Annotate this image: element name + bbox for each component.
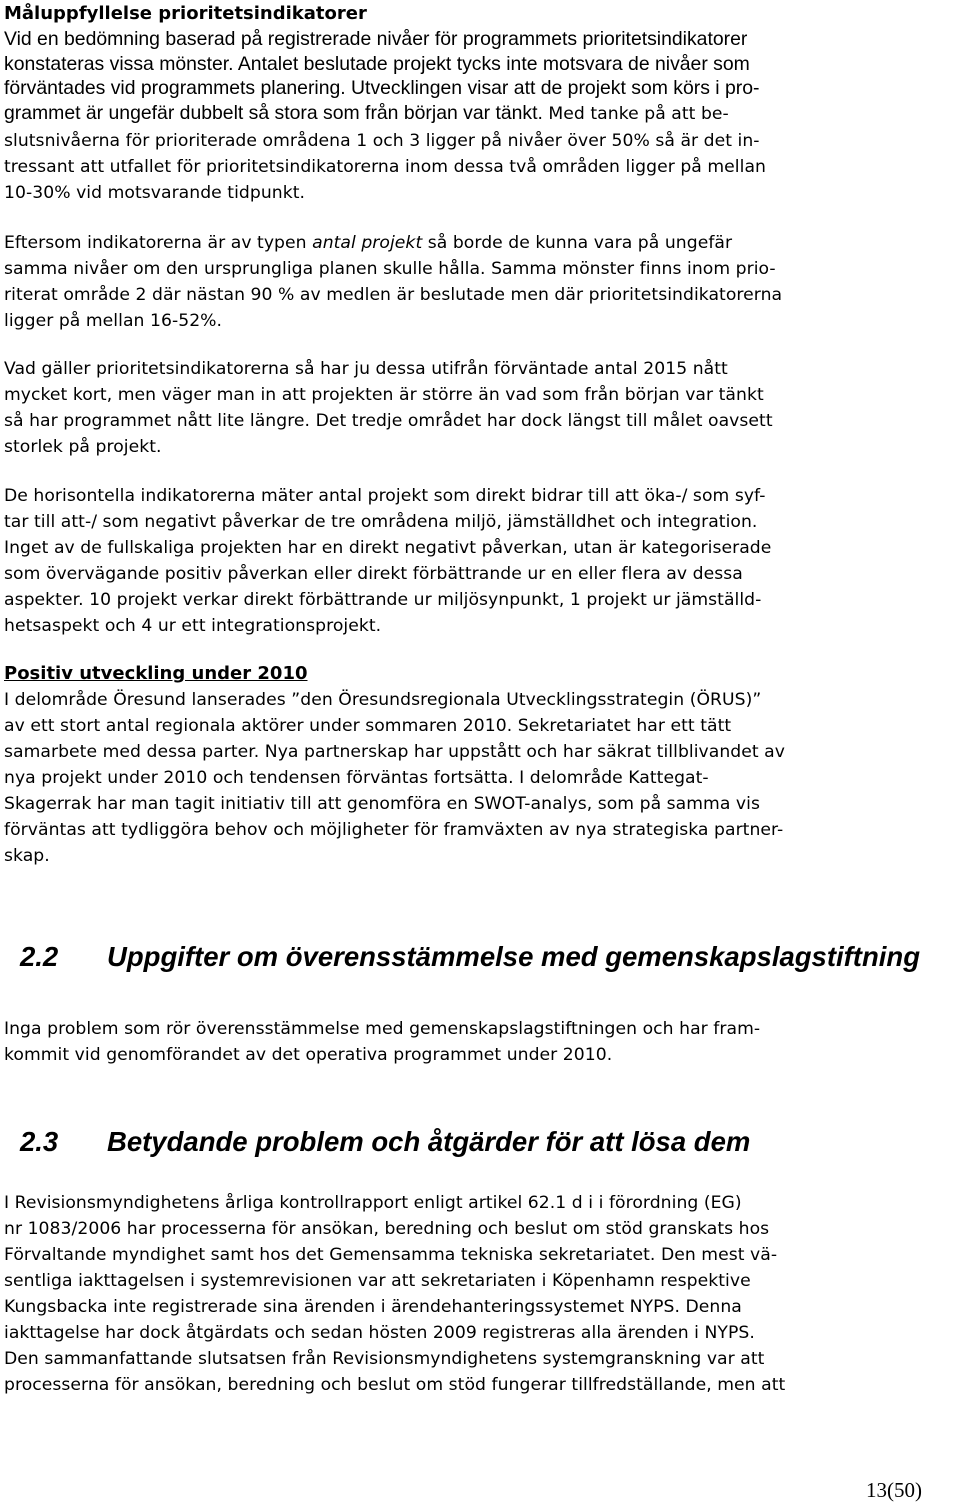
- section-number: 2.3: [20, 1126, 59, 1157]
- text-line: aspekter. 10 projekt verkar direkt förbättrande ur miljösynpunkt, 1 projekt ur jämställd-: [4, 590, 762, 610]
- text-line: tar till att-/ som negativt påverkar de tre områdena miljö, jämställdhet och integration.: [4, 512, 758, 532]
- heading-positiv-utveckling: Positiv utveckling under 2010: [4, 663, 308, 684]
- text-line: Den sammanfattande slutsatsen från Revisionsmyndighetens systemgranskning var att: [4, 1349, 765, 1369]
- text-line: I delområde Öresund lanserades ”den Öresundsregionala Utvecklingsstrategin (ÖRUS)”: [4, 690, 762, 710]
- text-line: som övervägande positiv påverkan eller direkt förbättrande ur en eller flera av dessa: [4, 564, 743, 584]
- text-line: nya projekt under 2010 och tendensen förväntas fortsätta. I delområde Kattegat-: [4, 768, 709, 788]
- text-line: samma nivåer om den ursprungliga planen skulle hålla. Samma mönster finns inom prio-: [4, 259, 776, 279]
- text-span: Med tanke på att be-: [542, 103, 729, 124]
- text-span: Eftersom indikatorerna är av typen: [4, 233, 313, 253]
- text-line: Inget av de fullskaliga projekten har en direkt negativt påverkan, utan är kategoriserade: [4, 538, 772, 558]
- text-line: mycket kort, men väger man in att projekten är större än vad som från början var tänkt: [4, 385, 764, 405]
- text-line: tressant att utfallet för prioritetsindikatorerna inom dessa två områden ligger på mellan: [4, 156, 766, 177]
- text-line: iakttagelse har dock åtgärdats och sedan hösten 2009 registreras alla ärenden i NYPS.: [4, 1323, 755, 1343]
- text-line: Vid en bedömning baserad på registrerade nivåer för programmets prioritetsindikatorer: [4, 28, 748, 50]
- paragraph-vad-galler: [4, 356, 773, 460]
- page-number: 13(50): [866, 1478, 922, 1502]
- text-line: nr 1083/2006 har processerna för ansökan, beredning och beslut om stöd granskats hos: [4, 1219, 770, 1239]
- text-line: sentliga iakttagelsen i systemrevisionen var att sekretariaten i Köpenhamn respektive: [4, 1271, 751, 1291]
- section-title-text: Betydande problem och åtgärder för att lösa dem: [107, 1126, 751, 1157]
- text-line: så har programmet nått lite längre. Det tredje området har dock längst till målet oavsett: [4, 411, 773, 431]
- paragraph-horisontella: [4, 483, 771, 639]
- text-span: grammet är ungefär dubbelt så stora som från början var tänkt.: [4, 101, 543, 124]
- paragraph-continuation: [4, 128, 766, 206]
- section-heading-2-3: [20, 1125, 750, 1159]
- text-line: 10-30% vid motsvarande tidpunkt.: [4, 182, 306, 203]
- paragraph-eftersom: [4, 230, 782, 334]
- text-line: hetsaspekt och 4 ur ett integrationsprojekt.: [4, 616, 382, 636]
- section-heading-2-2: [20, 940, 920, 974]
- heading-maluppfyllelse: Måluppfyllelse prioritetsindikatorer: [4, 3, 367, 24]
- text-line: riterat område 2 där nästan 90 % av medlen är beslutade men där prioritetsindikatorerna: [4, 285, 783, 305]
- section-number: 2.2: [20, 941, 59, 972]
- text-line: Vad gäller prioritetsindikatorerna så har ju dessa utifrån förväntade antal 2015 nått: [4, 359, 728, 379]
- paragraph-oresund: [4, 687, 785, 869]
- text-line: Kungsbacka inte registrerade sina ärenden i ärendehanteringssystemet NYPS. Denna: [4, 1297, 742, 1317]
- text-line: Skagerrak har man tagit initiativ till att genomföra en SWOT-analys, som på samma vis: [4, 794, 760, 814]
- emphasis-text: antal projekt: [312, 233, 423, 253]
- paragraph-intro: [4, 27, 766, 127]
- text-line: Förvaltande myndighet samt hos det Gemensamma tekniska sekretariatet. Den mest vä-: [4, 1245, 778, 1265]
- text-line: storlek på projekt.: [4, 437, 162, 457]
- text-line: De horisontella indikatorerna mäter antal projekt som direkt bidrar till att öka-/ som syf-: [4, 486, 766, 506]
- paragraph-inga-problem: [4, 1016, 760, 1068]
- text-line: slutsnivåerna för prioriterade områdena 1 och 3 ligger på nivåer över 50% så är det in-: [4, 130, 760, 151]
- section-title-text: Uppgifter om överensstämmelse med gemenskapslagstiftning: [107, 941, 920, 972]
- text-line: ligger på mellan 16-52%.: [4, 311, 223, 331]
- text-line: av ett stort antal regionala aktörer under sommaren 2010. Sekretariatet har ett tätt: [4, 716, 732, 736]
- paragraph-prioritetsindikatorer: [4, 27, 766, 206]
- text-line: [4, 101, 766, 127]
- paragraph-revisionsmyndighet: [4, 1190, 785, 1398]
- text-line: samarbete med dessa parter. Nya partnerskap har uppstått och har säkrat tillblivandet av: [4, 742, 785, 762]
- text-line: skap.: [4, 846, 50, 866]
- text-line: processerna för ansökan, beredning och beslut om stöd fungerar tillfredställande, men att: [4, 1375, 786, 1395]
- text-line: förväntades vid programmets planering. Utvecklingen visar att de projekt som körs i pro-: [4, 77, 760, 99]
- text-span: så borde de kunna vara på ungefär: [422, 233, 733, 253]
- text-line: konstateras vissa mönster. Antalet beslutade projekt tycks inte motsvara de nivåer som: [4, 52, 750, 75]
- text-line: kommit vid genomförandet av det operativa programmet under 2010.: [4, 1045, 613, 1065]
- text-line: I Revisionsmyndighetens årliga kontrollrapport enligt artikel 62.1 d i i förordning (EG): [4, 1193, 742, 1213]
- text-line: förväntas att tydliggöra behov och möjligheter för framväxten av nya strategiska partner-: [4, 820, 784, 840]
- text-line: [4, 230, 782, 256]
- text-line: Inga problem som rör överensstämmelse med gemenskapslagstiftningen och har fram-: [4, 1019, 761, 1039]
